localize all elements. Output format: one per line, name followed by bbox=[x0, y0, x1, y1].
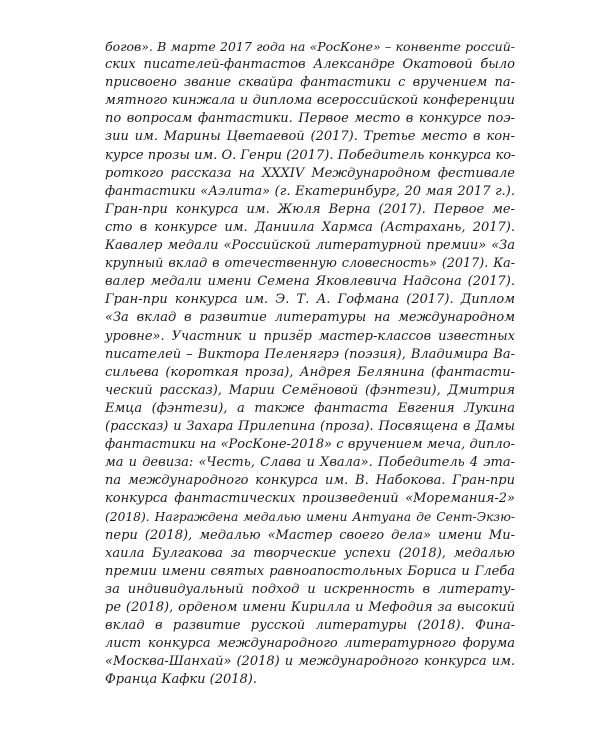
text-line: крупный вклад в отечественную словесность» (2017). Ка- bbox=[105, 256, 515, 272]
text-line: писателей – Виктора Пеленягрэ (поэзия), Владимира Ва- bbox=[105, 346, 515, 362]
text-line: уровне». Участник и призёр мастер-классов известных bbox=[105, 328, 515, 344]
text-line: ских писателей-фантастов Александре Окатовой было bbox=[105, 57, 515, 73]
text-line: по вопросам фантастики. Первое место в конкурсе поэ- bbox=[105, 111, 515, 127]
text-line: мятного кинжала и диплома всероссийской конференции bbox=[105, 93, 515, 109]
text-line: ре (2018), орденом имени Кирилла и Мефодия за высокий bbox=[105, 599, 515, 615]
text-line: премии имени святых равноапостольных Бориса и Глеба bbox=[105, 563, 515, 579]
text-line: «Москва-Шанхай» (2018) и международного конкурса им. bbox=[105, 654, 515, 670]
text-line: Гран-при конкурса им. Э. Т. А. Гофмана (2017). Диплом bbox=[105, 292, 515, 308]
text-line: Франца Кафки (2018). bbox=[105, 672, 257, 688]
text-line: «За вклад в развитие литературы на международном bbox=[105, 310, 515, 326]
text-line: богов». В марте 2017 года на «РосКоне» – конвенте россий- bbox=[105, 39, 515, 54]
text-line: конкурса фантастических произведений «Моремания-2» bbox=[105, 491, 515, 507]
text-line: зии им. Марины Цветаевой (2017). Третье место в кон- bbox=[105, 129, 515, 145]
text-line: (рассказ) и Захара Прилепина (проза). Посвящена в Дамы bbox=[105, 418, 515, 434]
text-line: Емца (фэнтези), а также фантаста Евгения Лукина bbox=[105, 400, 515, 416]
text-line: па международного конкурса им. В. Набокова. Гран-при bbox=[105, 473, 515, 489]
text-line: за индивидуальный подход и искренность в литерату- bbox=[105, 581, 515, 597]
text-line: сильева (короткая проза), Андрея Белянина (фантасти- bbox=[105, 364, 515, 380]
text-line: ческий рассказ), Марии Семёновой (фэнтези), Дмитрия bbox=[105, 382, 515, 398]
text-line: пери (2018), медалью «Мастер своего дела» имени Ми- bbox=[105, 527, 515, 543]
text-line: присвоено звание сквайра фантастики с вручением па- bbox=[105, 75, 515, 91]
text-line: курсе прозы им. О. Генри (2017). Победитель конкурса ко- bbox=[105, 147, 516, 163]
text-line: Гран-при конкурса им. Жюля Верна (2017). Первое ме- bbox=[105, 201, 515, 217]
text-line: Кавалер медали «Российской литературной премии» «За bbox=[105, 238, 515, 254]
text-line: ма и девиза: «Честь, Слава и Хвала». Победитель 4 эта- bbox=[105, 455, 515, 471]
text-line: валер медали имени Семена Яковлевича Надсона (2017). bbox=[105, 274, 515, 290]
text-line: лист конкурса международного литературного форума bbox=[105, 636, 515, 652]
body-text bbox=[105, 38, 515, 689]
text-line: сто в конкурсе им. Даниила Хармса (Астрахань, 2017). bbox=[105, 219, 515, 235]
text-line: роткого рассказа на XXXIV Международном фестивале bbox=[105, 165, 515, 181]
text-line: хаила Булгакова за творческие успехи (2018), медалью bbox=[105, 545, 515, 561]
text-line: вклад в развитие русской литературы (2018). Фина- bbox=[105, 618, 515, 633]
text-line: фантастики «Аэлита» (г. Екатеринбург, 20 мая 2017 г.). bbox=[105, 183, 515, 199]
text-line: (2018). Награждена медалью имени Антуана де Сент-Экзю- bbox=[105, 510, 515, 525]
text-line: фантастики на «РосКоне-2018» с вручением меча, дипло- bbox=[105, 437, 515, 453]
